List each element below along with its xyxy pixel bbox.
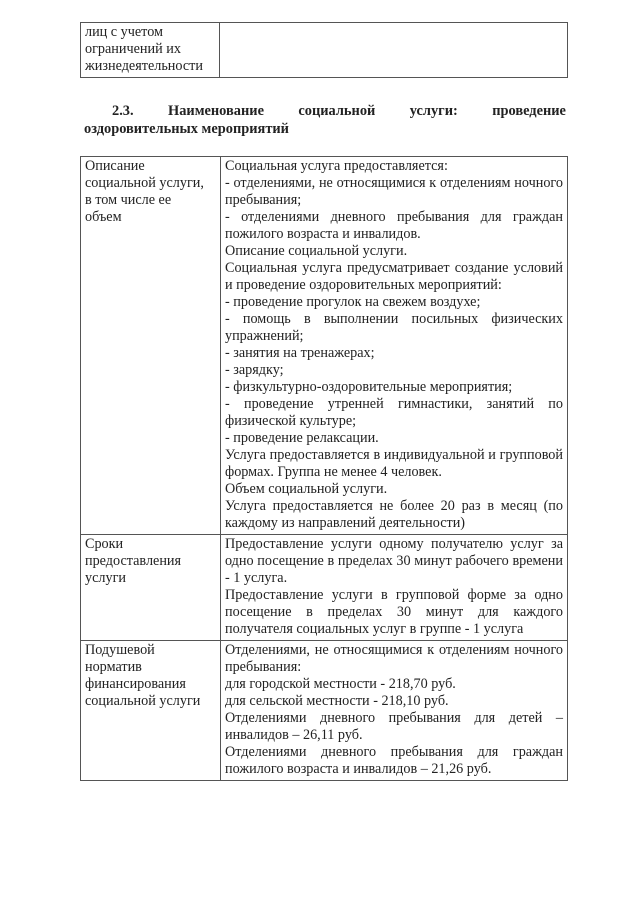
paragraph: - отделениями, не относящимися к отделениям ночного пребывания; — [225, 175, 563, 208]
label-line: предоставления — [85, 553, 182, 569]
heading-word: проведение — [492, 103, 566, 119]
label-line: Описание — [85, 158, 145, 174]
table-row — [81, 157, 568, 535]
heading-word: услуги: — [409, 103, 458, 119]
heading-word: Наименование — [168, 103, 264, 119]
paragraph: Услуга предоставляется не более 20 раз в месяц (по каждому из направлений деятельности) — [225, 498, 563, 531]
paragraph: Отделениями дневного пребывания для детей – инвалидов – 26,11 руб. — [225, 710, 563, 743]
heading-word: социальной — [298, 103, 376, 119]
paragraph: Предоставление услуги в групповой форме за одно посещение в пределах 30 минут для каждого получателя социальных услуг в группе - 1 услуга — [225, 587, 563, 637]
label-line: лиц с учетом — [85, 24, 163, 40]
label-line: социальной услуги — [85, 693, 201, 709]
label-line: Сроки — [85, 536, 124, 552]
paragraph: Предоставление услуги одному получателю услуг за одно посещение в пределах 30 минут рабочего времени - 1 услуга. — [225, 536, 563, 586]
section-number: 2.3. — [112, 103, 134, 119]
label-cell — [81, 641, 221, 781]
paragraph: Отделениями, не относящимися к отделениям ночного пребывания: — [225, 642, 563, 675]
table-row — [81, 23, 568, 78]
paragraph: - помощь в выполнении посильных физических упражнений; — [225, 311, 563, 344]
paragraph: для городской местности - 218,70 руб. — [225, 676, 456, 692]
paragraph: Социальная услуга предоставляется: — [225, 158, 448, 174]
paragraph: - отделениями дневного пребывания для граждан пожилого возраста и инвалидов. — [225, 209, 563, 242]
label-cell — [81, 23, 220, 78]
label-line: объем — [85, 209, 122, 225]
paragraph: - физкультурно-оздоровительные мероприятия; — [225, 379, 513, 395]
paragraph: - проведение утренней гимнастики, занятий по физической культуре; — [225, 396, 563, 429]
label-line: ограничений их — [85, 41, 181, 57]
label-line: услуги — [85, 570, 126, 586]
table-row — [81, 535, 568, 641]
paragraph: - проведение прогулок на свежем воздухе; — [225, 294, 481, 310]
table-row — [81, 641, 568, 781]
paragraph: Услуга предоставляется в индивидуальной и групповой формах. Группа не менее 4 человек. — [225, 447, 563, 480]
paragraph: Отделениями дневного пребывания для граждан пожилого возраста и инвалидов – 21,26 руб. — [225, 744, 563, 777]
service-table — [80, 156, 568, 781]
paragraph: - занятия на тренажерах; — [225, 345, 375, 361]
content-cell — [221, 641, 568, 781]
content-cell — [221, 535, 568, 641]
content-cell — [221, 157, 568, 535]
label-line: социальной услуги, — [85, 175, 204, 191]
label-line: жизнедеятельности — [85, 58, 203, 74]
section-heading-line-1 — [84, 102, 566, 120]
label-line: Подушевой — [85, 642, 155, 658]
paragraph: Объем социальной услуги. — [225, 481, 388, 497]
label-cell — [81, 535, 221, 641]
label-line: норматив — [85, 659, 142, 675]
section-heading-line-2: оздоровительных мероприятий — [84, 121, 289, 137]
content-cell — [220, 23, 568, 78]
top-table — [80, 22, 568, 78]
label-line: в том числе ее — [85, 192, 172, 208]
label-line: финансирования — [85, 676, 186, 692]
paragraph: - зарядку; — [225, 362, 284, 378]
paragraph: Описание социальной услуги. — [225, 243, 408, 259]
paragraph: для сельской местности - 218,10 руб. — [225, 693, 449, 709]
label-cell — [81, 157, 221, 535]
section-heading — [84, 102, 566, 138]
paragraph: - проведение релаксации. — [225, 430, 379, 446]
paragraph: Социальная услуга предусматривает создание условий и проведение оздоровительных мероприятий: — [225, 260, 563, 293]
